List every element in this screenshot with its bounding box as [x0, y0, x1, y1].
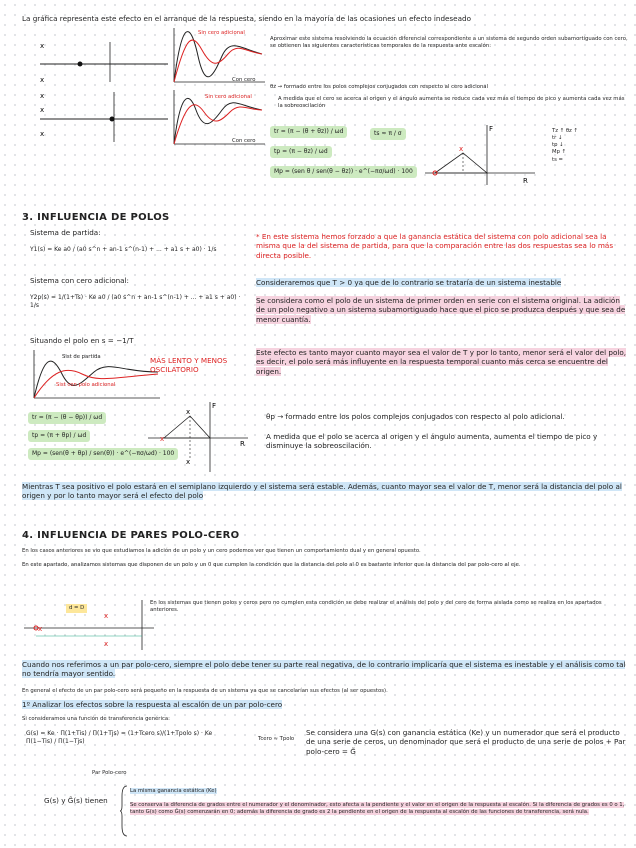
s4-tcero-tpolo: Tcero ≈ Tpolo — [258, 736, 295, 742]
s3-p4 — [22, 482, 630, 501]
plot1-black-label: Con cero — [232, 77, 256, 83]
pz-map-1 — [40, 42, 170, 82]
s3-sub-adicional: Sistema con cero adicional: — [30, 276, 129, 285]
s3-formula-mp: Mp = (sen(θ + θp) / sen(θ)) · e^(−πσ/ωd) · 100 — [28, 448, 178, 460]
para-zero-effect: A medida que el cero se acerca al origen y el ángulo aumenta se reduce cada vez más el tiempo de pico y aumenta cada vez más la sobreoscilación — [278, 96, 625, 110]
side-item: tr ↓ — [552, 135, 563, 142]
section-4-title: 4. INFLUENCIA DE PARES POLO-CERO — [22, 530, 240, 541]
s-plane-zero — [425, 125, 535, 185]
formula-tp-zero: tp = (π − θz) / ωd — [270, 146, 332, 158]
s4-l3-text: Cuando nos referimos a un par polo-cero, siempre el polo debe tener su parte real negativa, de lo contrario implicaría que el sistema es inestable y el análisis como tal no tendría mayor sentido. — [22, 660, 626, 679]
s3-y2-formula: Y2p(s) = 1/(1+Ts) · Ke a0 / (a0 s^n + an-1 s^(n-1) + ... + a1 s + a0) · 1/s — [30, 294, 241, 309]
svg-text:R: R — [523, 177, 528, 185]
svg-text:x: x — [186, 408, 191, 416]
side-item: Tz ↑ θz ↑ — [552, 128, 578, 134]
formula-tr-zero: tr = (π − (θ + θz)) / ωd — [270, 126, 347, 138]
s4-b1-text: La misma ganancia estática (Ke) — [130, 788, 217, 794]
s4-pole-zero-pair — [24, 600, 154, 650]
intro-line: La gráfica representa este efecto en el arranque de la respuesta, siendo en la mayoría de las ocasiones un efecto indeseado — [22, 14, 471, 23]
s3-p3: A medida que el polo se acerca al origen y el ángulo aumenta, aumenta el tiempo de pico y disminuye la sobreoscilación. — [266, 432, 598, 451]
theta-z-def: θz → formado entre los polos complejos conjugados con respecto al cero adicional — [270, 84, 489, 90]
para-approx: Aproximar este sistema resolviendo la ecuación diferencial correspondiente a un sistema de segundo orden subamortiguado con cero, se obtienen las siguientes características temporales de la respuesta ante escalón: — [270, 36, 628, 50]
s3-formula-tp: tp = (π + θp) / ωd — [28, 430, 90, 442]
s3-consider — [256, 278, 630, 287]
s3-plot-black-label: Sist de partida — [62, 354, 101, 360]
side-item: Mp ↑ — [552, 149, 567, 156]
svg-text:x: x — [104, 612, 109, 620]
svg-text:x: x — [40, 92, 45, 100]
s4-r1: Se considera una G(s) con ganancia estática (Ke) y un numerador que será el producto de una serie de ceros, un denominador que será el producto de una serie de polos + Par polo-cero = G̃ — [306, 728, 626, 756]
s3-theta-p-def: θp → formado entre los polos complejos conjugados con respecto al polo adicional. — [266, 412, 565, 421]
plot2-black-label: Con cero — [232, 138, 256, 144]
svg-text:x: x — [459, 145, 464, 153]
side-summary — [552, 128, 578, 164]
svg-text:F: F — [212, 402, 217, 410]
svg-text:F: F — [489, 125, 494, 133]
plot2-red-label: Sin cero adicional — [205, 94, 252, 100]
formula-ts-zero: ts ≈ π / σ — [370, 128, 406, 140]
s3-consider-text: Consideraremos que T > 0 ya que de lo contrario se trataría de un sistema inestable — [256, 278, 562, 287]
s4-brace — [120, 786, 128, 836]
section-3-title: 3. INFLUENCIA DE POLOS — [22, 212, 170, 223]
pz-map-2 — [40, 92, 170, 142]
svg-text:x: x — [40, 130, 45, 138]
s3-p2-text: Este efecto es tanto mayor cuanto mayor sea el valor de T y por lo tanto, menor será el valor del polo, es decir, el polo será más influyente en la respuesta temporal cuanto más cerca se encuentre del origen. — [256, 348, 627, 376]
svg-text:x: x — [40, 42, 45, 50]
side-item: tp ↓ — [552, 142, 564, 149]
s4-l6: Si consideramos una función de transferencia genérica: — [22, 716, 170, 722]
svg-text:R: R — [240, 440, 245, 448]
s3-sub-polo: Situando el polo en s = −1/T — [30, 336, 134, 345]
s4-g-formula: G(s) = Ke · Π(1+Tis) / Π(1+Tjs) = (1+Tcero s)/(1+Tpolo s) · Ke Π(1−Tis) / Π(1−Tjs) — [26, 730, 213, 745]
svg-text:x: x — [186, 458, 191, 466]
s3-p1 — [256, 296, 630, 324]
s4-bottom-label: G(s) y G̃(s) tienen — [44, 796, 108, 805]
s3-plot-red-label: Sist con polo adicional — [56, 382, 116, 388]
s4-par-label: Par Polo-cero — [92, 770, 127, 776]
svg-text:x: x — [40, 106, 45, 114]
s3-y1-formula: Y1(s) = Ke a0 / (a0 s^n + an-1 s^(n-1) + ... + a1 s + a0) · 1/s — [30, 246, 217, 253]
s3-gain-note: * En este sistema hemos forzado a que la ganancia estática del sistema con polo adicional sea la misma que la del sistema de partida, para que la comparación entre las dos respuestas sea lo más directa posible. — [256, 232, 614, 260]
s4-d-label: d = D — [66, 604, 87, 613]
s4-b2 — [130, 802, 630, 816]
s3-p4-text: Mientras T sea positivo el polo estará en el semiplano izquierdo y el sistema será estable. Además, cuanto mayor sea el valor de T, menor será la distancia del polo al origen y por lo tanto mayor será el efecto del polo — [22, 482, 622, 501]
side-item: ts = — [552, 156, 563, 163]
s3-s-plane — [148, 402, 248, 472]
s4-b1 — [130, 788, 630, 795]
s4-b2-text: Se conserva la diferencia de grados entre el numerador y el denominador, esto afecta a la pendiente y el valor en el origen de la respuesta al escalón. Si la diferencia de grados es 0 o 1, tanto G(s) como G̃(s) comenzarán en 0; además la diferencia de grado es 2 la pendiente en el origen de la respuesta al escalón de las funciones de transferencia, será nula. — [130, 802, 625, 816]
s4-l5 — [22, 700, 630, 709]
s3-sub-partida: Sistema de partida: — [30, 228, 101, 237]
s4-side-note: En los sistemas que tienen polos y ceros pero no cumplen esta condición se debe realizar el análisis del polo y del cero de forma aislada como se realiza en los apartados anteriores. — [150, 600, 602, 614]
svg-text:x: x — [160, 435, 165, 443]
s3-formula-tr: tr = (π − (θ − θp)) / ωd — [28, 412, 106, 424]
svg-text:x: x — [38, 625, 43, 633]
s4-l5-text: 1º Analizar los efectos sobre la respuesta al escalón de un par polo-cero — [22, 700, 283, 709]
plot1-red-label: Sin cero adicional — [198, 30, 245, 36]
s3-slower-note: MÁS LENTO Y MENOS OSCILATORIO — [150, 356, 228, 375]
s4-l4: En general el efecto de un par polo-cero será pequeño en la respuesta de un sistema ya que se cancelarían sus efectos (al ser opuestos). — [22, 688, 388, 694]
s4-l3 — [22, 660, 630, 679]
svg-text:x: x — [104, 640, 109, 648]
s4-l1: En los casos anteriores se vio que estudiamos la adición de un polo y un cero podemos ver que tienen un comportamiento dual y en general opuesto. — [22, 548, 421, 554]
s3-p1-text: Se considera como el polo de un sistema de primer orden en serie con el sistema original. La adición de un polo negativo a un sistema subamortiguado hace que el pico se produzca después y que sea de menor cuantía. — [256, 296, 626, 324]
s4-l2: En este apartado, analizamos sistemas que disponen de un polo y un 0 que cumplen la condición que la distancia del polo al 0 es bastante inferior que la distancia del par polo-cero al eje. — [22, 562, 521, 568]
s3-p2 — [256, 348, 630, 376]
svg-text:x: x — [40, 76, 45, 84]
formula-mp-zero: Mp = (sen θ / sen(θ − θz)) · e^(−πσ/ωd) · 100 — [270, 166, 417, 178]
